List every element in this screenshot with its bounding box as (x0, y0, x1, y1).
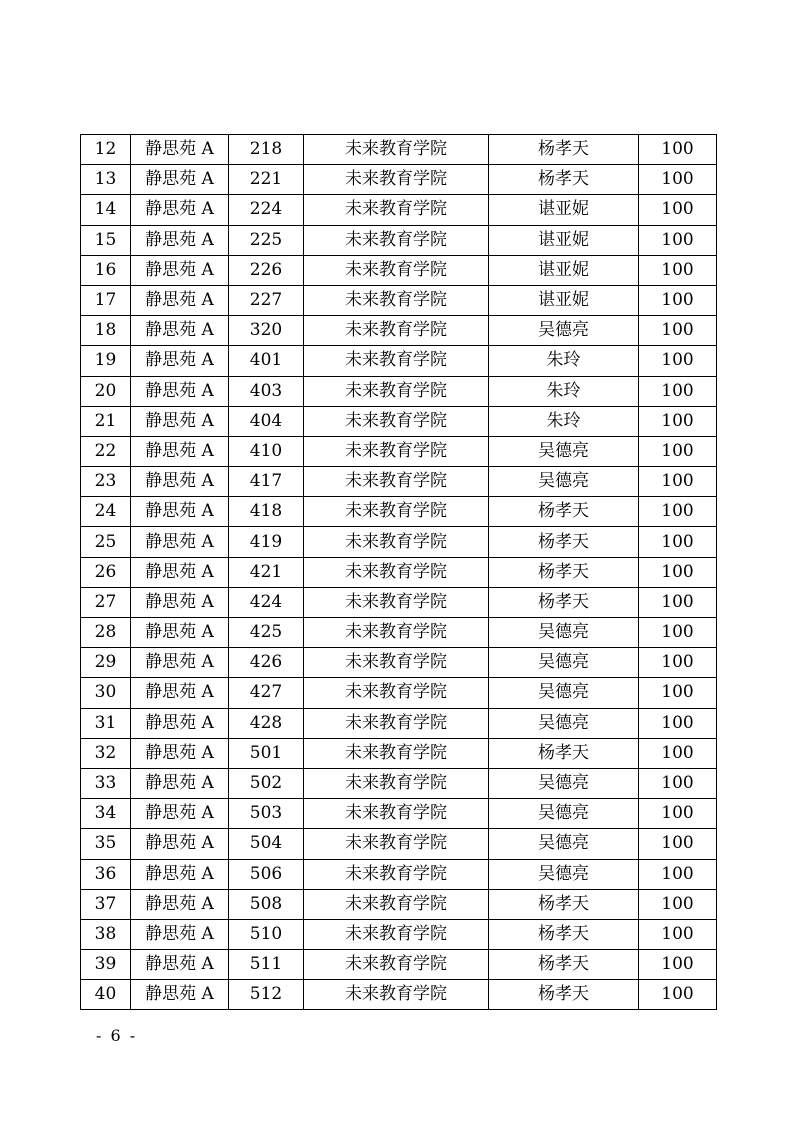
cell-score: 100 (639, 768, 717, 798)
cell-person: 朱玲 (489, 376, 639, 406)
cell-person: 吴德亮 (489, 678, 639, 708)
cell-room: 410 (229, 436, 304, 466)
table-row (81, 527, 717, 557)
cell-score: 100 (639, 165, 717, 195)
table-row (81, 648, 717, 678)
cell-building: 静思苑 A (131, 436, 229, 466)
table-row (81, 376, 717, 406)
cell-score: 100 (639, 738, 717, 768)
cell-room: 221 (229, 165, 304, 195)
cell-building: 静思苑 A (131, 225, 229, 255)
table-row (81, 195, 717, 225)
cell-building: 静思苑 A (131, 919, 229, 949)
cell-score: 100 (639, 980, 717, 1010)
cell-building: 静思苑 A (131, 316, 229, 346)
cell-person: 杨孝天 (489, 165, 639, 195)
cell-college: 未来教育学院 (304, 436, 489, 466)
cell-index: 23 (81, 467, 131, 497)
cell-college: 未来教育学院 (304, 557, 489, 587)
cell-person: 谌亚妮 (489, 285, 639, 315)
cell-building: 静思苑 A (131, 859, 229, 889)
cell-index: 12 (81, 135, 131, 165)
cell-building: 静思苑 A (131, 497, 229, 527)
cell-room: 510 (229, 919, 304, 949)
cell-score: 100 (639, 225, 717, 255)
cell-person: 杨孝天 (489, 889, 639, 919)
cell-room: 503 (229, 799, 304, 829)
cell-building: 静思苑 A (131, 346, 229, 376)
table-row (81, 285, 717, 315)
cell-index: 25 (81, 527, 131, 557)
cell-college: 未来教育学院 (304, 980, 489, 1010)
cell-room: 320 (229, 316, 304, 346)
cell-college: 未来教育学院 (304, 648, 489, 678)
cell-index: 40 (81, 980, 131, 1010)
cell-building: 静思苑 A (131, 768, 229, 798)
cell-score: 100 (639, 557, 717, 587)
cell-index: 36 (81, 859, 131, 889)
cell-person: 杨孝天 (489, 980, 639, 1010)
cell-index: 21 (81, 406, 131, 436)
cell-room: 227 (229, 285, 304, 315)
table-row (81, 225, 717, 255)
cell-room: 401 (229, 346, 304, 376)
table-row (81, 587, 717, 617)
cell-index: 38 (81, 919, 131, 949)
cell-score: 100 (639, 406, 717, 436)
cell-building: 静思苑 A (131, 829, 229, 859)
cell-score: 100 (639, 859, 717, 889)
table-row (81, 557, 717, 587)
cell-room: 226 (229, 255, 304, 285)
cell-college: 未来教育学院 (304, 527, 489, 557)
cell-building: 静思苑 A (131, 587, 229, 617)
cell-score: 100 (639, 889, 717, 919)
cell-building: 静思苑 A (131, 255, 229, 285)
cell-person: 吴德亮 (489, 859, 639, 889)
cell-index: 24 (81, 497, 131, 527)
cell-room: 508 (229, 889, 304, 919)
cell-index: 17 (81, 285, 131, 315)
table-row (81, 678, 717, 708)
cell-index: 28 (81, 618, 131, 648)
cell-index: 32 (81, 738, 131, 768)
cell-building: 静思苑 A (131, 799, 229, 829)
cell-room: 421 (229, 557, 304, 587)
cell-college: 未来教育学院 (304, 799, 489, 829)
cell-index: 34 (81, 799, 131, 829)
table-body (81, 135, 717, 1010)
cell-score: 100 (639, 255, 717, 285)
cell-college: 未来教育学院 (304, 497, 489, 527)
cell-score: 100 (639, 708, 717, 738)
table-row (81, 738, 717, 768)
cell-person: 吴德亮 (489, 799, 639, 829)
cell-person: 吴德亮 (489, 618, 639, 648)
cell-score: 100 (639, 648, 717, 678)
cell-room: 512 (229, 980, 304, 1010)
cell-room: 417 (229, 467, 304, 497)
cell-person: 杨孝天 (489, 497, 639, 527)
cell-score: 100 (639, 799, 717, 829)
cell-room: 502 (229, 768, 304, 798)
table-row (81, 708, 717, 738)
cell-person: 吴德亮 (489, 768, 639, 798)
cell-score: 100 (639, 618, 717, 648)
cell-room: 425 (229, 618, 304, 648)
cell-score: 100 (639, 436, 717, 466)
cell-college: 未来教育学院 (304, 708, 489, 738)
table-row (81, 467, 717, 497)
cell-score: 100 (639, 678, 717, 708)
cell-building: 静思苑 A (131, 980, 229, 1010)
cell-score: 100 (639, 467, 717, 497)
cell-score: 100 (639, 527, 717, 557)
table-row (81, 859, 717, 889)
cell-person: 吴德亮 (489, 467, 639, 497)
cell-room: 427 (229, 678, 304, 708)
cell-room: 506 (229, 859, 304, 889)
cell-building: 静思苑 A (131, 285, 229, 315)
cell-building: 静思苑 A (131, 406, 229, 436)
cell-college: 未来教育学院 (304, 316, 489, 346)
cell-index: 37 (81, 889, 131, 919)
table-row (81, 165, 717, 195)
cell-room: 403 (229, 376, 304, 406)
cell-person: 谌亚妮 (489, 225, 639, 255)
cell-building: 静思苑 A (131, 165, 229, 195)
cell-room: 225 (229, 225, 304, 255)
table-row (81, 919, 717, 949)
cell-person: 谌亚妮 (489, 195, 639, 225)
cell-person: 杨孝天 (489, 919, 639, 949)
cell-building: 静思苑 A (131, 708, 229, 738)
cell-college: 未来教育学院 (304, 738, 489, 768)
cell-college: 未来教育学院 (304, 225, 489, 255)
cell-score: 100 (639, 195, 717, 225)
cell-building: 静思苑 A (131, 618, 229, 648)
cell-college: 未来教育学院 (304, 768, 489, 798)
cell-room: 501 (229, 738, 304, 768)
cell-room: 218 (229, 135, 304, 165)
page-number: - 6 - (96, 1026, 138, 1045)
table-row (81, 950, 717, 980)
cell-building: 静思苑 A (131, 557, 229, 587)
cell-person: 吴德亮 (489, 708, 639, 738)
table-row (81, 829, 717, 859)
cell-score: 100 (639, 316, 717, 346)
cell-college: 未来教育学院 (304, 376, 489, 406)
cell-index: 19 (81, 346, 131, 376)
cell-index: 20 (81, 376, 131, 406)
cell-college: 未来教育学院 (304, 919, 489, 949)
cell-score: 100 (639, 376, 717, 406)
cell-person: 杨孝天 (489, 950, 639, 980)
cell-index: 33 (81, 768, 131, 798)
cell-score: 100 (639, 587, 717, 617)
cell-college: 未来教育学院 (304, 195, 489, 225)
cell-room: 426 (229, 648, 304, 678)
cell-score: 100 (639, 919, 717, 949)
cell-college: 未来教育学院 (304, 346, 489, 376)
cell-person: 吴德亮 (489, 648, 639, 678)
cell-index: 16 (81, 255, 131, 285)
dormitory-score-table (80, 134, 717, 1010)
cell-person: 杨孝天 (489, 135, 639, 165)
cell-building: 静思苑 A (131, 527, 229, 557)
cell-index: 13 (81, 165, 131, 195)
cell-room: 419 (229, 527, 304, 557)
table-row (81, 135, 717, 165)
cell-college: 未来教育学院 (304, 255, 489, 285)
cell-college: 未来教育学院 (304, 587, 489, 617)
table-row (81, 255, 717, 285)
cell-person: 朱玲 (489, 346, 639, 376)
cell-person: 杨孝天 (489, 738, 639, 768)
cell-room: 418 (229, 497, 304, 527)
cell-index: 26 (81, 557, 131, 587)
cell-college: 未来教育学院 (304, 165, 489, 195)
cell-index: 29 (81, 648, 131, 678)
cell-index: 35 (81, 829, 131, 859)
cell-room: 511 (229, 950, 304, 980)
cell-index: 22 (81, 436, 131, 466)
cell-college: 未来教育学院 (304, 829, 489, 859)
cell-room: 224 (229, 195, 304, 225)
table-row (81, 497, 717, 527)
cell-college: 未来教育学院 (304, 467, 489, 497)
cell-college: 未来教育学院 (304, 678, 489, 708)
cell-room: 424 (229, 587, 304, 617)
cell-person: 杨孝天 (489, 527, 639, 557)
cell-college: 未来教育学院 (304, 285, 489, 315)
cell-index: 39 (81, 950, 131, 980)
cell-building: 静思苑 A (131, 135, 229, 165)
cell-person: 吴德亮 (489, 436, 639, 466)
cell-index: 31 (81, 708, 131, 738)
cell-score: 100 (639, 497, 717, 527)
cell-college: 未来教育学院 (304, 618, 489, 648)
cell-building: 静思苑 A (131, 648, 229, 678)
table-row (81, 346, 717, 376)
cell-person: 吴德亮 (489, 316, 639, 346)
cell-college: 未来教育学院 (304, 859, 489, 889)
cell-index: 30 (81, 678, 131, 708)
cell-college: 未来教育学院 (304, 135, 489, 165)
table-row (81, 889, 717, 919)
cell-score: 100 (639, 285, 717, 315)
table-row (81, 768, 717, 798)
cell-college: 未来教育学院 (304, 950, 489, 980)
table-row (81, 436, 717, 466)
cell-college: 未来教育学院 (304, 889, 489, 919)
cell-building: 静思苑 A (131, 738, 229, 768)
cell-room: 504 (229, 829, 304, 859)
cell-score: 100 (639, 346, 717, 376)
cell-building: 静思苑 A (131, 195, 229, 225)
table-row (81, 618, 717, 648)
cell-score: 100 (639, 135, 717, 165)
cell-index: 15 (81, 225, 131, 255)
cell-score: 100 (639, 829, 717, 859)
cell-index: 14 (81, 195, 131, 225)
table-row (81, 406, 717, 436)
cell-person: 吴德亮 (489, 829, 639, 859)
table-row (81, 980, 717, 1010)
cell-building: 静思苑 A (131, 678, 229, 708)
cell-person: 朱玲 (489, 406, 639, 436)
cell-person: 杨孝天 (489, 587, 639, 617)
cell-room: 428 (229, 708, 304, 738)
cell-building: 静思苑 A (131, 889, 229, 919)
table-row (81, 799, 717, 829)
cell-room: 404 (229, 406, 304, 436)
cell-college: 未来教育学院 (304, 406, 489, 436)
cell-building: 静思苑 A (131, 376, 229, 406)
table-row (81, 316, 717, 346)
cell-score: 100 (639, 950, 717, 980)
cell-person: 杨孝天 (489, 557, 639, 587)
cell-index: 18 (81, 316, 131, 346)
cell-person: 谌亚妮 (489, 255, 639, 285)
cell-building: 静思苑 A (131, 467, 229, 497)
cell-building: 静思苑 A (131, 950, 229, 980)
cell-index: 27 (81, 587, 131, 617)
